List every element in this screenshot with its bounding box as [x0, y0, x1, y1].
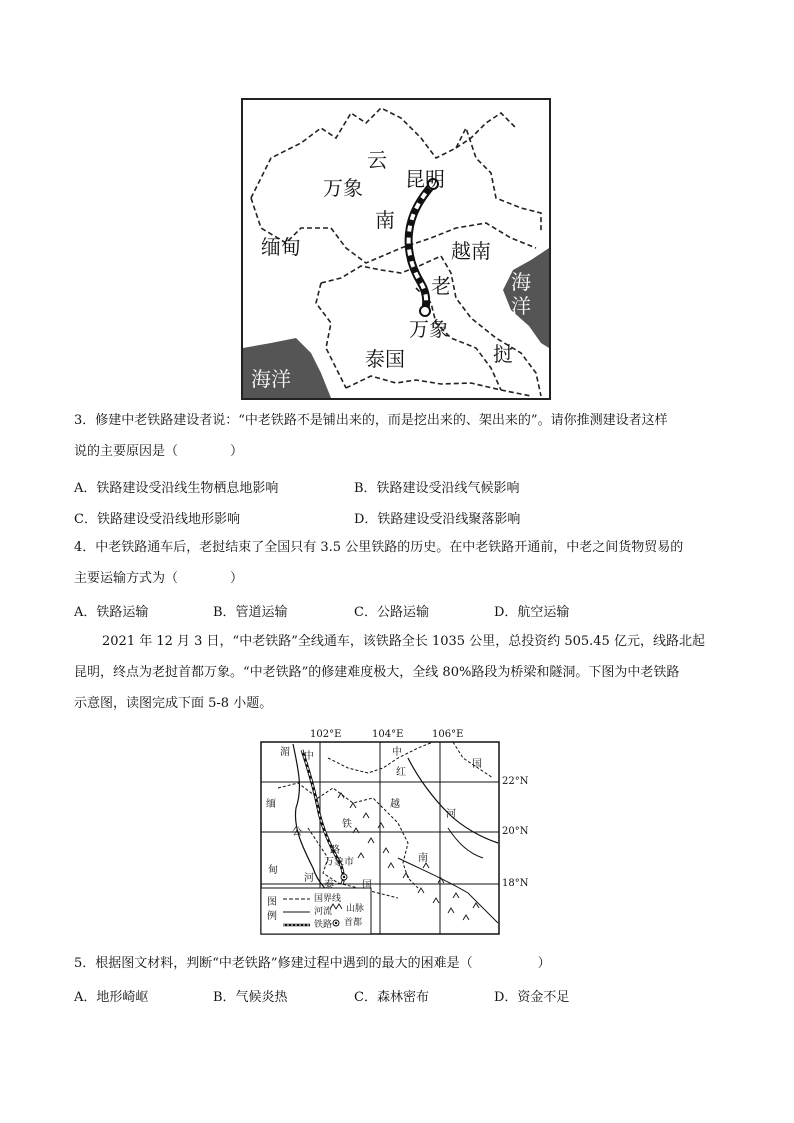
map2-legend-mountain: 山脉 [346, 904, 365, 914]
map1-label-lao: 老 [431, 274, 451, 298]
passage-line1: 2021 年 12 月 3 日，“中老铁路”全线通车，该铁路全长 1035 公里，总投资约 505.45 亿元，线路北起 [102, 634, 705, 649]
map1-label-yun: 云 [367, 148, 387, 172]
q3-option-d: D．铁路建设受沿线聚落影响 [354, 512, 521, 527]
map1-label-nan: 南 [375, 208, 395, 232]
map2-legend-border: 国界线 [314, 894, 342, 904]
map2-legend-railway: 铁路 [314, 920, 333, 930]
map2-lat-20: 20°N [502, 826, 529, 837]
map2-label-nan: 南 [418, 853, 428, 864]
map2-label-gong: 公 [292, 827, 302, 838]
q3-option-a: A．铁路建设受沿线生物栖息地影响 [74, 481, 279, 496]
map2-label-lu: 路 [330, 845, 340, 856]
q4-stem-line2: 主要运输方式为（ ） [74, 571, 244, 586]
map1-label-haiyang-left: 海洋 [251, 367, 291, 391]
q5-option-b: B．气候炎热 [213, 990, 288, 1005]
map2-label-guo-bottom: 国 [362, 880, 372, 891]
railway-map-2 [258, 728, 538, 936]
map2-legend-title-1: 图 [267, 897, 277, 908]
map1-label-kunming: 昆明 [405, 167, 445, 191]
q3-stem-line1: 3．修建中老铁路建设者说：“中老铁路不是铺出来的，而是挖出来的、架出来的”。请你推测建设者这样 [74, 413, 668, 428]
map2-lat-22: 22°N [502, 776, 529, 787]
q5-option-d: D．资金不足 [494, 990, 570, 1005]
map2-legend-river: 河流 [314, 907, 333, 917]
map1-label-haiyang-right: 海洋 [511, 270, 531, 318]
q4-option-d: D．航空运输 [494, 605, 570, 620]
map2-label-guo-top: 国 [472, 759, 482, 770]
map2-label-hong: 红 [396, 767, 406, 778]
map1-label-wanxiang-bottom: 万象 [409, 317, 449, 341]
map2-lon-106: 106°E [432, 729, 464, 740]
passage-line3: 示意图，读图完成下面 5-8 小题。 [74, 696, 273, 711]
passage-line2: 昆明，终点为老挝首都万象。“中老铁路”的修建难度极大，全线 80%路段为桥梁和隧洞。下图为中老铁路 [74, 665, 680, 680]
q5-option-a: A．地形崎岖 [74, 990, 149, 1005]
railway-map-1 [241, 98, 551, 400]
q4-stem-line1: 4．中老铁路通车后，老挝结束了全国只有 3.5 公里铁路的历史。在中老铁路开通前，中老之间货物贸易的 [74, 540, 684, 555]
map2-lon-104: 104°E [372, 729, 404, 740]
map2-label-yue: 越 [390, 799, 400, 810]
map2-legend-capital: 首都 [344, 918, 363, 928]
map1-label-miandian: 缅甸 [261, 235, 301, 259]
q3-option-b: B．铁路建设受沿线气候影响 [354, 481, 520, 496]
q4-option-b: B．管道运输 [213, 605, 288, 620]
map1-label-wanxiang-top: 万象 [323, 176, 363, 200]
q4-option-a: A．铁路运输 [74, 605, 149, 620]
map1-label-jian: 挝 [493, 342, 513, 366]
map2-label-he-right: 河 [446, 809, 456, 820]
map2-label-lan: 湄 [280, 747, 290, 758]
map1-label-taiguo: 泰国 [365, 347, 405, 371]
map1-label-yuenan: 越南 [451, 239, 491, 263]
q5-option-c: C．森林密布 [354, 990, 429, 1005]
map2-lat-18: 18°N [502, 878, 529, 889]
q3-option-c: C．铁路建设受沿线地形影响 [74, 512, 240, 527]
map2-label-he-left: 河 [304, 873, 314, 884]
map2-legend-title-2: 例 [267, 911, 277, 922]
map2-lon-102: 102°E [310, 729, 342, 740]
map2-label-wanxiangshi: 万象市 [324, 857, 354, 868]
q5-stem-line1: 5．根据图文材料，判断“中老铁路”修建过程中遇到的最大的困难是（ ） [74, 956, 551, 971]
q3-stem-line2: 说的主要原因是（ ） [74, 444, 244, 459]
map2-label-zhong1: 中 [304, 751, 314, 762]
map2-label-mian: 缅 [266, 799, 276, 810]
map2-label-tai: 泰 [324, 880, 334, 891]
map2-label-dian: 甸 [268, 865, 278, 876]
map2-label-tie: 铁 [342, 819, 352, 830]
q4-option-c: C．公路运输 [354, 605, 429, 620]
map2-label-zhong2: 中 [392, 747, 402, 758]
